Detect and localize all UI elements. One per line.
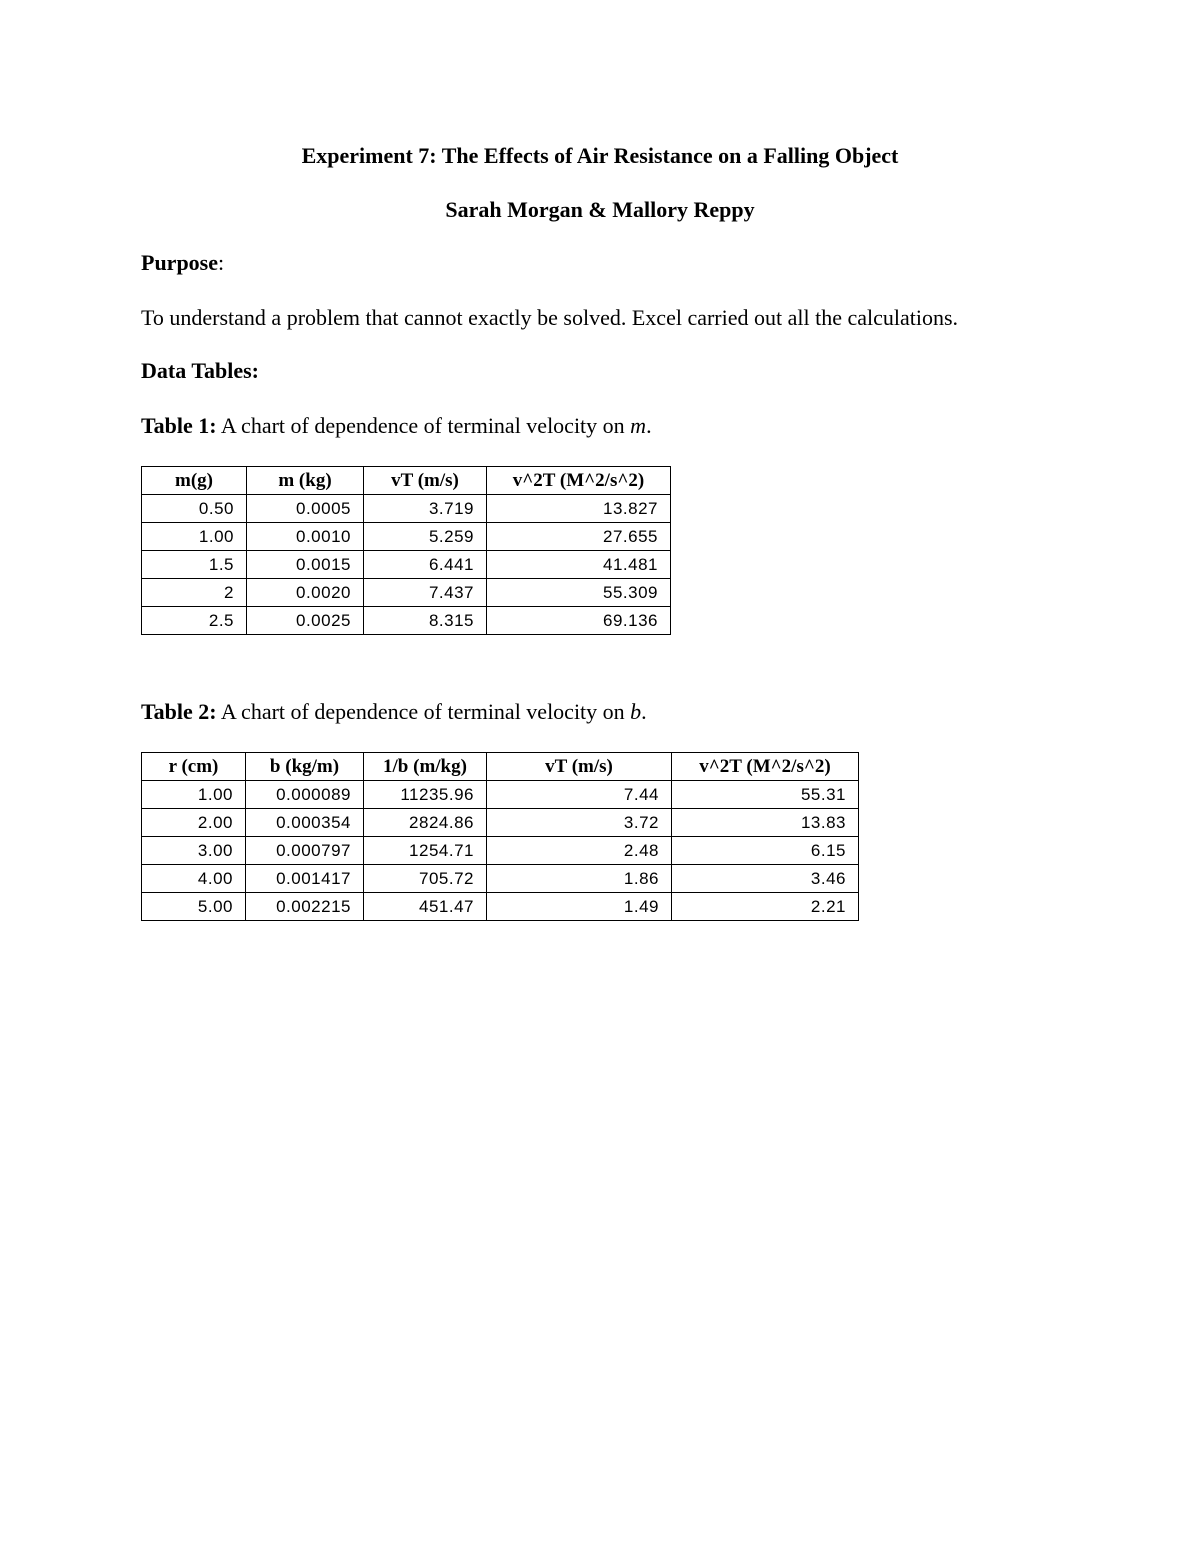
table2-cell: 5.00 xyxy=(142,893,246,921)
table1-caption-label: Table 1: xyxy=(141,413,217,438)
table1-header-cell: vT (m/s) xyxy=(364,467,487,495)
table-row xyxy=(142,781,859,809)
table1-cell: 41.481 xyxy=(487,551,671,579)
table-row xyxy=(142,865,859,893)
table-row xyxy=(142,495,671,523)
data-tables-heading-label: Data Tables: xyxy=(141,358,259,383)
table2-caption-var: b xyxy=(630,699,642,724)
table1-cell: 0.0010 xyxy=(247,523,364,551)
table2-header-cell: vT (m/s) xyxy=(487,753,672,781)
table1-cell: 0.0020 xyxy=(247,579,364,607)
table2-cell: 0.000797 xyxy=(246,837,364,865)
table2-cell: 1254.71 xyxy=(364,837,487,865)
table2-cell: 2824.86 xyxy=(364,809,487,837)
table1-header-cell: m(g) xyxy=(142,467,247,495)
table-row xyxy=(142,893,859,921)
purpose-heading-colon: : xyxy=(218,250,225,275)
table1-cell: 27.655 xyxy=(487,523,671,551)
table1-cell: 69.136 xyxy=(487,607,671,635)
table1-cell: 0.0025 xyxy=(247,607,364,635)
table1-cell: 5.259 xyxy=(364,523,487,551)
table1-caption xyxy=(141,413,652,439)
table2-cell: 2.48 xyxy=(487,837,672,865)
table-row xyxy=(142,809,859,837)
table1-cell: 2 xyxy=(142,579,247,607)
document-authors: Sarah Morgan & Mallory Reppy xyxy=(445,197,755,222)
table2-cell: 451.47 xyxy=(364,893,487,921)
table2-cell: 0.001417 xyxy=(246,865,364,893)
table-row xyxy=(142,523,671,551)
table2-cell: 1.86 xyxy=(487,865,672,893)
table2-header-cell: v^2T (M^2/s^2) xyxy=(672,753,859,781)
table2-header-row xyxy=(142,753,859,781)
table1-header-cell: m (kg) xyxy=(247,467,364,495)
table-row xyxy=(142,607,671,635)
table2-cell: 2.00 xyxy=(142,809,246,837)
table2-cell: 55.31 xyxy=(672,781,859,809)
table2-header-cell: b (kg/m) xyxy=(246,753,364,781)
table2-cell: 4.00 xyxy=(142,865,246,893)
table1-caption-var: m xyxy=(630,413,647,438)
table1-cell: 1.00 xyxy=(142,523,247,551)
table2-cell: 0.002215 xyxy=(246,893,364,921)
table2-caption-end: . xyxy=(641,699,647,724)
table2-header-cell: r (cm) xyxy=(142,753,246,781)
table2-caption-text: A chart of dependence of terminal velocity on xyxy=(216,699,631,724)
table1-cell: 6.441 xyxy=(364,551,487,579)
table2-cell: 1.00 xyxy=(142,781,246,809)
table1-cell: 7.437 xyxy=(364,579,487,607)
table2-cell: 705.72 xyxy=(364,865,487,893)
table1-cell: 55.309 xyxy=(487,579,671,607)
data-tables-heading xyxy=(141,358,259,384)
table2-cell: 1.49 xyxy=(487,893,672,921)
document-title: Experiment 7: The Effects of Air Resistance on a Falling Object xyxy=(301,143,899,168)
table1-cell: 0.50 xyxy=(142,495,247,523)
table1-cell: 8.315 xyxy=(364,607,487,635)
purpose-text: To understand a problem that cannot exactly be solved. Excel carried out all the calculations. xyxy=(141,305,959,330)
table1-cell: 0.0005 xyxy=(247,495,364,523)
table2-header-cell: 1/b (m/kg) xyxy=(364,753,487,781)
table2-caption xyxy=(141,699,647,725)
table1-cell: 1.5 xyxy=(142,551,247,579)
table2-cell: 3.72 xyxy=(487,809,672,837)
table2 xyxy=(141,752,859,921)
table2-caption-label: Table 2: xyxy=(141,699,217,724)
table2-cell: 11235.96 xyxy=(364,781,487,809)
table1-cell: 13.827 xyxy=(487,495,671,523)
table1-cell: 2.5 xyxy=(142,607,247,635)
table-row xyxy=(142,837,859,865)
table2-cell: 7.44 xyxy=(487,781,672,809)
table1-cell: 3.719 xyxy=(364,495,487,523)
table2-cell: 6.15 xyxy=(672,837,859,865)
table2-cell: 3.00 xyxy=(142,837,246,865)
table2-cell: 0.000089 xyxy=(246,781,364,809)
table-row xyxy=(142,551,671,579)
table2-cell: 0.000354 xyxy=(246,809,364,837)
table1-cell: 0.0015 xyxy=(247,551,364,579)
table1-caption-end: . xyxy=(646,413,652,438)
table1-header-row xyxy=(142,467,671,495)
purpose-heading-label: Purpose xyxy=(141,250,218,275)
table-row xyxy=(142,579,671,607)
table1 xyxy=(141,466,671,635)
table1-caption-text: A chart of dependence of terminal velocity on xyxy=(216,413,631,438)
table1-header-cell: v^2T (M^2/s^2) xyxy=(487,467,671,495)
purpose-heading xyxy=(141,250,224,276)
table2-cell: 13.83 xyxy=(672,809,859,837)
table2-cell: 2.21 xyxy=(672,893,859,921)
table2-cell: 3.46 xyxy=(672,865,859,893)
